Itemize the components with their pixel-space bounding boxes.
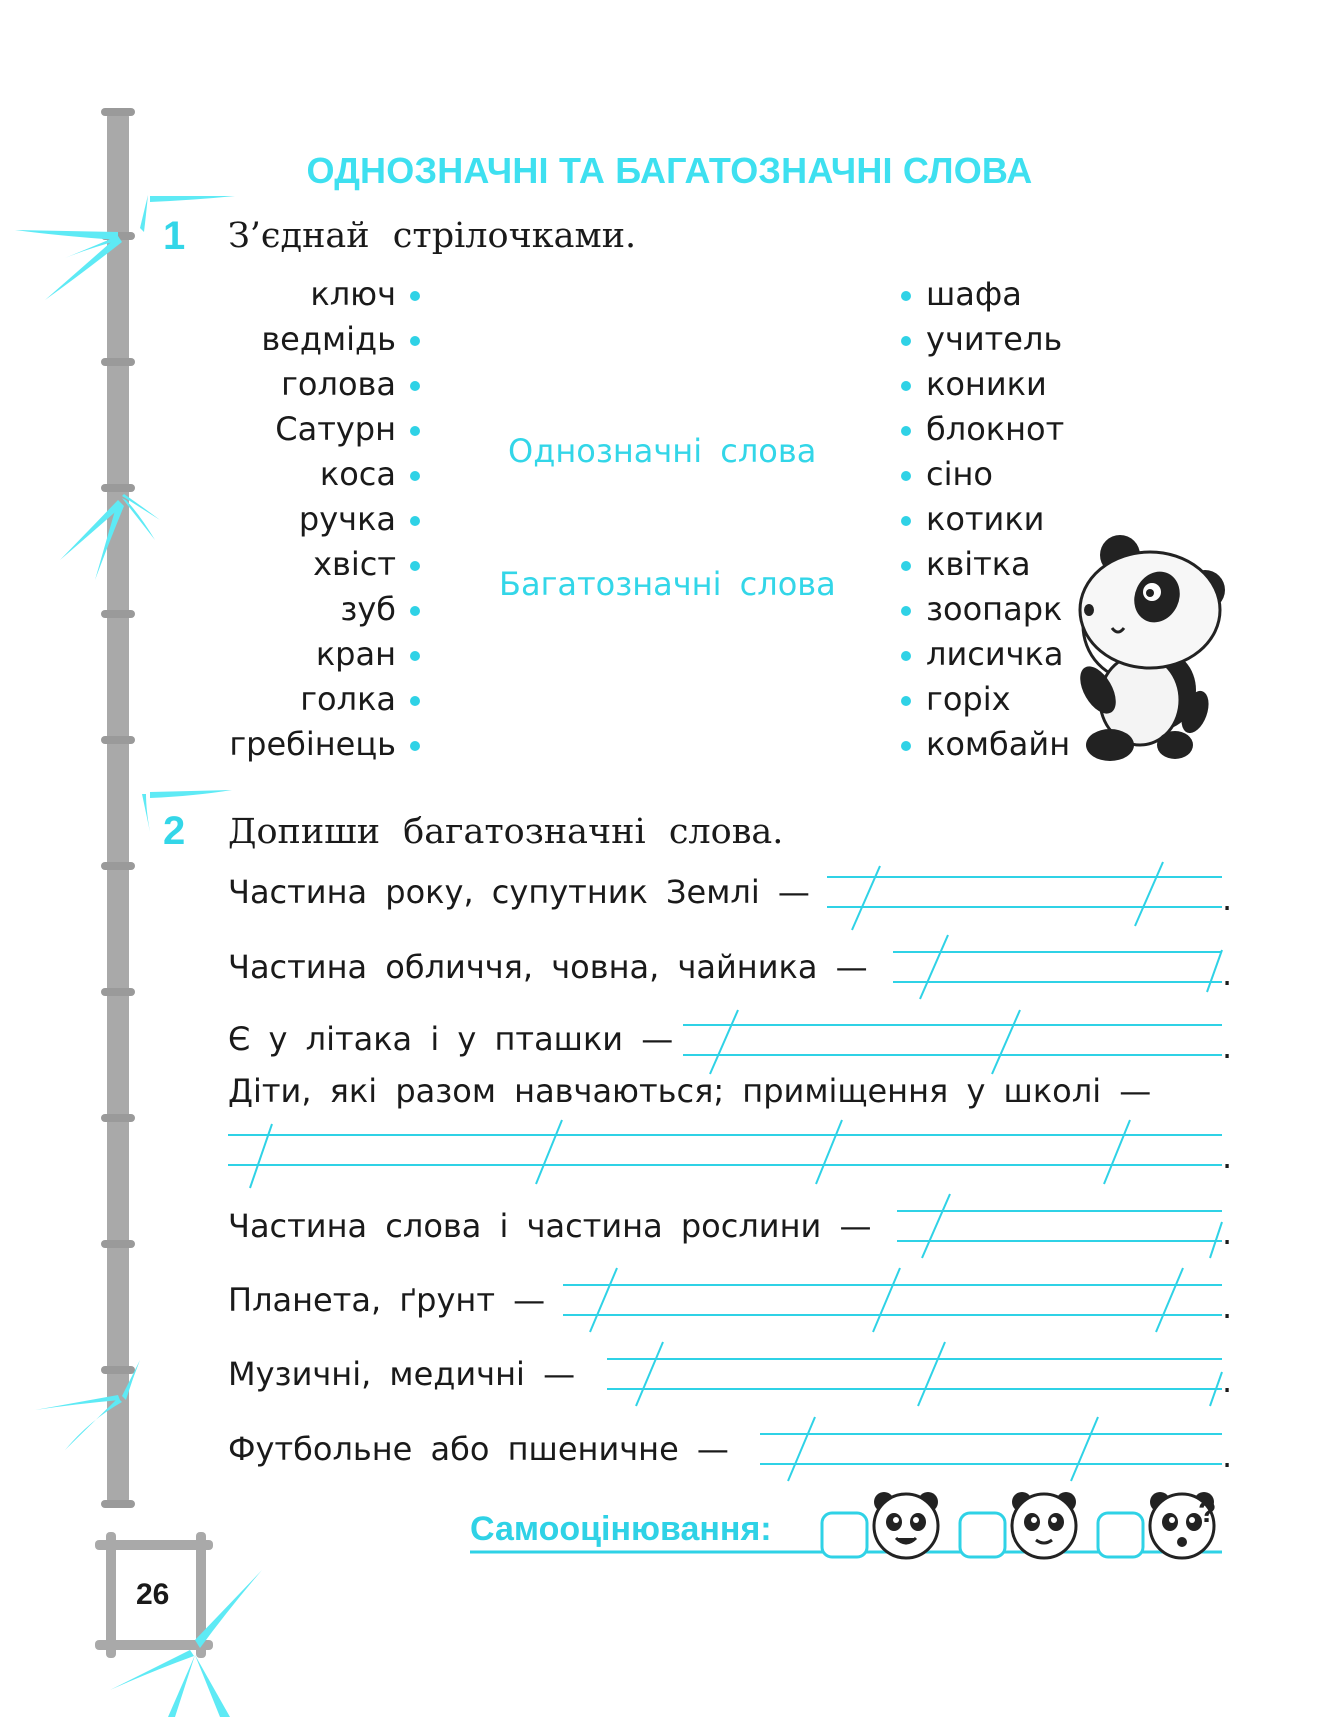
connector-dot[interactable] <box>901 381 911 391</box>
connector-dot[interactable] <box>410 516 420 526</box>
answer-field-7[interactable] <box>607 1344 1222 1394</box>
right-word[interactable]: шафа <box>901 276 1022 312</box>
confused-panda-icon <box>1150 1492 1216 1558</box>
connector-dot[interactable] <box>901 606 911 616</box>
clue-2: Частина обличчя, човна, чайника — <box>228 948 868 986</box>
clue-4: Діти, які разом навчаються; приміщення у школі — <box>228 1072 1152 1110</box>
category-single-meaning[interactable]: Однозначні слова <box>508 432 817 470</box>
clue-6: Планета, ґрунт — <box>228 1281 546 1319</box>
right-word[interactable]: квітка <box>901 546 1031 582</box>
left-word[interactable]: голова <box>281 366 420 402</box>
bamboo-leaves-icon <box>15 195 262 1717</box>
assessment-checkbox-3[interactable] <box>1098 1513 1143 1557</box>
connector-dot[interactable] <box>901 471 911 481</box>
left-word[interactable]: голка <box>300 681 420 717</box>
connector-dot[interactable] <box>901 426 911 436</box>
answer-field-1[interactable] <box>827 862 1222 912</box>
right-word[interactable]: коники <box>901 366 1047 402</box>
answer-field-8[interactable] <box>760 1419 1222 1469</box>
svg-text:?: ? <box>1198 1496 1217 1529</box>
right-word[interactable]: горіх <box>901 681 1011 717</box>
connector-dot[interactable] <box>410 291 420 301</box>
left-word[interactable]: зуб <box>340 591 420 627</box>
clue-8: Футбольне або пшеничне — <box>228 1430 729 1468</box>
self-assessment-label: Самооцінювання: <box>470 1510 772 1548</box>
left-word[interactable]: ведмідь <box>261 321 420 357</box>
connector-dot[interactable] <box>410 651 420 661</box>
left-word[interactable]: ручка <box>299 501 420 537</box>
page-number: 26 <box>136 1578 170 1611</box>
right-word[interactable]: блокнот <box>901 411 1064 447</box>
right-word[interactable]: зоопарк <box>901 591 1062 627</box>
left-word[interactable]: коса <box>320 456 420 492</box>
left-word[interactable]: кран <box>316 636 420 672</box>
task-1-instruction: З’єднай стрілочками. <box>228 216 637 256</box>
connector-dot[interactable] <box>410 471 420 481</box>
neutral-panda-icon <box>1012 1492 1076 1558</box>
right-word[interactable]: учитель <box>901 321 1062 357</box>
happy-panda-icon <box>874 1492 938 1558</box>
connector-dot[interactable] <box>410 381 420 391</box>
period: . <box>1222 1138 1233 1176</box>
task-1-number: 1 <box>163 214 186 258</box>
connector-dot[interactable] <box>901 651 911 661</box>
connector-dot[interactable] <box>901 291 911 301</box>
connector-dot[interactable] <box>901 336 911 346</box>
right-word[interactable]: комбайн <box>901 726 1070 762</box>
category-multi-meaning[interactable]: Багатозначні слова <box>499 565 836 603</box>
period: . <box>1222 880 1233 918</box>
clue-3: Є у літака і у пташки — <box>228 1020 674 1058</box>
answer-field-3[interactable] <box>683 1010 1222 1060</box>
clue-5: Частина слова і частина рослини — <box>228 1207 872 1245</box>
connector-dot[interactable] <box>410 336 420 346</box>
left-word[interactable]: Сатурн <box>275 411 420 447</box>
period: . <box>1222 1437 1233 1475</box>
connector-dot[interactable] <box>901 561 911 571</box>
assessment-checkbox-1[interactable] <box>822 1513 867 1557</box>
page-title: ОДНОЗНАЧНІ ТА БАГАТОЗНАЧНІ СЛОВА <box>306 150 1033 191</box>
connector-dot[interactable] <box>410 561 420 571</box>
period: . <box>1222 1028 1233 1066</box>
period: . <box>1222 1362 1233 1400</box>
task-2-instruction: Допиши багатозначні слова. <box>228 812 784 852</box>
period: . <box>1222 1288 1233 1326</box>
answer-field-4[interactable] <box>228 1120 1222 1170</box>
left-word[interactable]: ключ <box>310 276 420 312</box>
connector-dot[interactable] <box>410 741 420 751</box>
left-word[interactable]: хвіст <box>313 546 420 582</box>
connector-dot[interactable] <box>410 426 420 436</box>
right-word[interactable]: лисичка <box>901 636 1063 672</box>
connector-dot[interactable] <box>410 696 420 706</box>
right-word[interactable]: котики <box>901 501 1044 537</box>
panda-icon <box>1073 535 1225 761</box>
connector-dot[interactable] <box>901 741 911 751</box>
clue-1: Частина року, супутник Землі — <box>228 873 810 911</box>
answer-field-2[interactable] <box>893 937 1222 987</box>
bamboo-stalk-icon <box>101 108 135 1508</box>
period: . <box>1222 1214 1233 1252</box>
period: . <box>1222 955 1233 993</box>
connector-dot[interactable] <box>901 516 911 526</box>
assessment-checkbox-2[interactable] <box>960 1513 1005 1557</box>
left-word[interactable]: гребінець <box>229 726 420 762</box>
answer-field-6[interactable] <box>563 1270 1222 1320</box>
connector-dot[interactable] <box>410 606 420 616</box>
answer-field-5[interactable] <box>897 1196 1222 1246</box>
connector-dot[interactable] <box>901 696 911 706</box>
task-2-number: 2 <box>163 809 186 853</box>
right-word[interactable]: сіно <box>901 456 993 492</box>
clue-7: Музичні, медичні — <box>228 1355 576 1393</box>
